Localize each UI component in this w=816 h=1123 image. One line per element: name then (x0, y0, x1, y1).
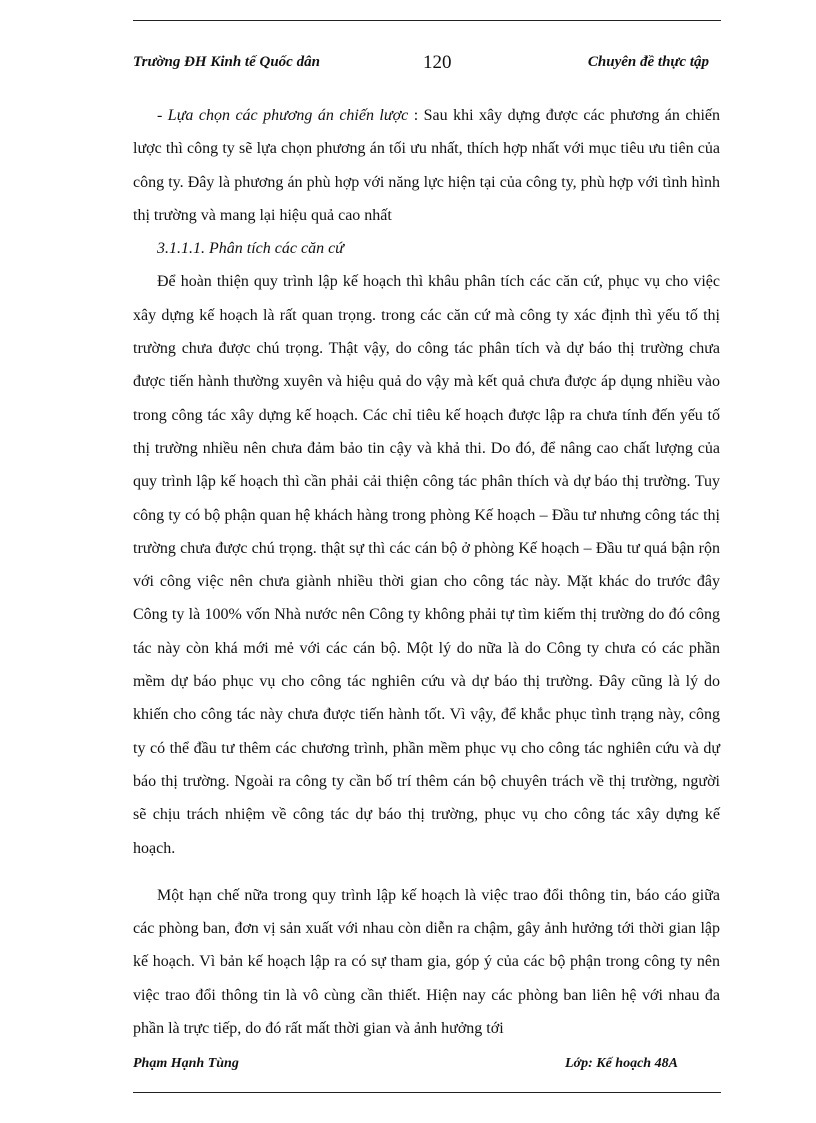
section-heading: 3.1.1.1. Phân tích các căn cứ (157, 240, 344, 258)
footer-class: Lớp: Kế hoạch 48A (565, 1056, 678, 1071)
footer-author: Phạm Hạnh Tùng (133, 1056, 239, 1071)
paragraph-information-exchange: Một hạn chế nữa trong quy trình lập kế hoạch là việc trao đổi thông tin, báo cáo giữa các phòng ban, đơn vị sản xuất với nhau còn diễn ra chậm, gây ảnh hưởng tới thời gian lập kế hoạch. Vì bản kế hoạch lập ra có sự tham gia, góp ý của các bộ phận trong công ty nên việc trao đổi thông tin là vô cùng cần thiết. Hiện nay các phòng ban liên hệ với nhau đa phần là trực tiếp, do đó rất mất thời gian và ảnh hưởng tới (133, 886, 720, 1038)
paragraph-lead-italic: - Lựa chọn các phương án chiến lược (157, 107, 409, 124)
page-header (133, 50, 721, 78)
page-footer (133, 1056, 721, 1080)
header-rule (133, 20, 721, 21)
header-document-type: Chuyên đề thực tập (587, 54, 709, 70)
page-number: 120 (423, 52, 452, 73)
paragraph-text: : Sau khi xây dựng được các phương án chiến lược thì công ty sẽ lựa chọn phương án tối ưu nhất, thích hợp nhất với mục tiêu ưu tiên của công ty. Đây là phương án phù hợp với năng lực hiện tại của công ty, phù hợp với tình hình thị trường và mang lại hiệu quả cao nhất (133, 107, 720, 224)
paragraph-strategy-selection (133, 99, 720, 232)
footer-rule (133, 1092, 721, 1093)
header-university: Trường ĐH Kinh tế Quốc dân (133, 54, 320, 70)
page-body (133, 99, 720, 1045)
paragraph-analysis: Để hoàn thiện quy trình lập kế hoạch thì khâu phân tích các căn cứ, phục vụ cho việc xây dựng kế hoạch là rất quan trọng. trong các căn cứ mà công ty xác định thì yếu tố thị trường chưa được chú trọng. Thật vậy, do công tác phân tích và dự báo thị trường chưa được tiến hành thường xuyên và hiệu quả do vậy mà kết quả chưa được áp dụng nhiều vào trong công tác xây dựng kế hoạch. Các chỉ tiêu kế hoạch được lập ra chưa tính đến yếu tố thị trường nhiều nên chưa đảm bảo tin cậy và khả thi. Do đó, để nâng cao chất lượng của quy trình lập kế hoạch thì cần phải cải thiện công tác phân thích và dự báo thị trường. Tuy công ty có bộ phận quan hệ khách hàng trong phòng Kế hoạch – Đầu tư nhưng công tác thị trường chưa được chú trọng. thật sự thì các cán bộ ở phòng Kế hoạch – Đầu tư quá bận rộn với công việc nên chưa giành nhiều thời gian cho công tác này. Mặt khác do trước đây Công ty là 100% vốn Nhà nước nên Công ty không phải tự tìm kiếm thị trường do đó công tác này còn khá mới mẻ với các cán bộ. Một lý do nữa là do Công ty chưa có các phần mềm dự báo phục vụ cho công tác nghiên cứu và dự báo thị trường. Đây cũng là lý do khiến cho công tác này chưa được tiến hành tốt. Vì vậy, để khắc phục tình trạng này, công ty có thể đầu tư thêm các chương trình, phần mềm phục vụ cho công tác nghiên cứu và dự báo thị trường. Ngoài ra công ty cần bố trí thêm cán bộ chuyên trách về thị trường, người sẽ chịu trách nhiệm về công tác dự báo thị trường, phục vụ cho công tác xây dựng kế hoạch. (133, 273, 720, 857)
